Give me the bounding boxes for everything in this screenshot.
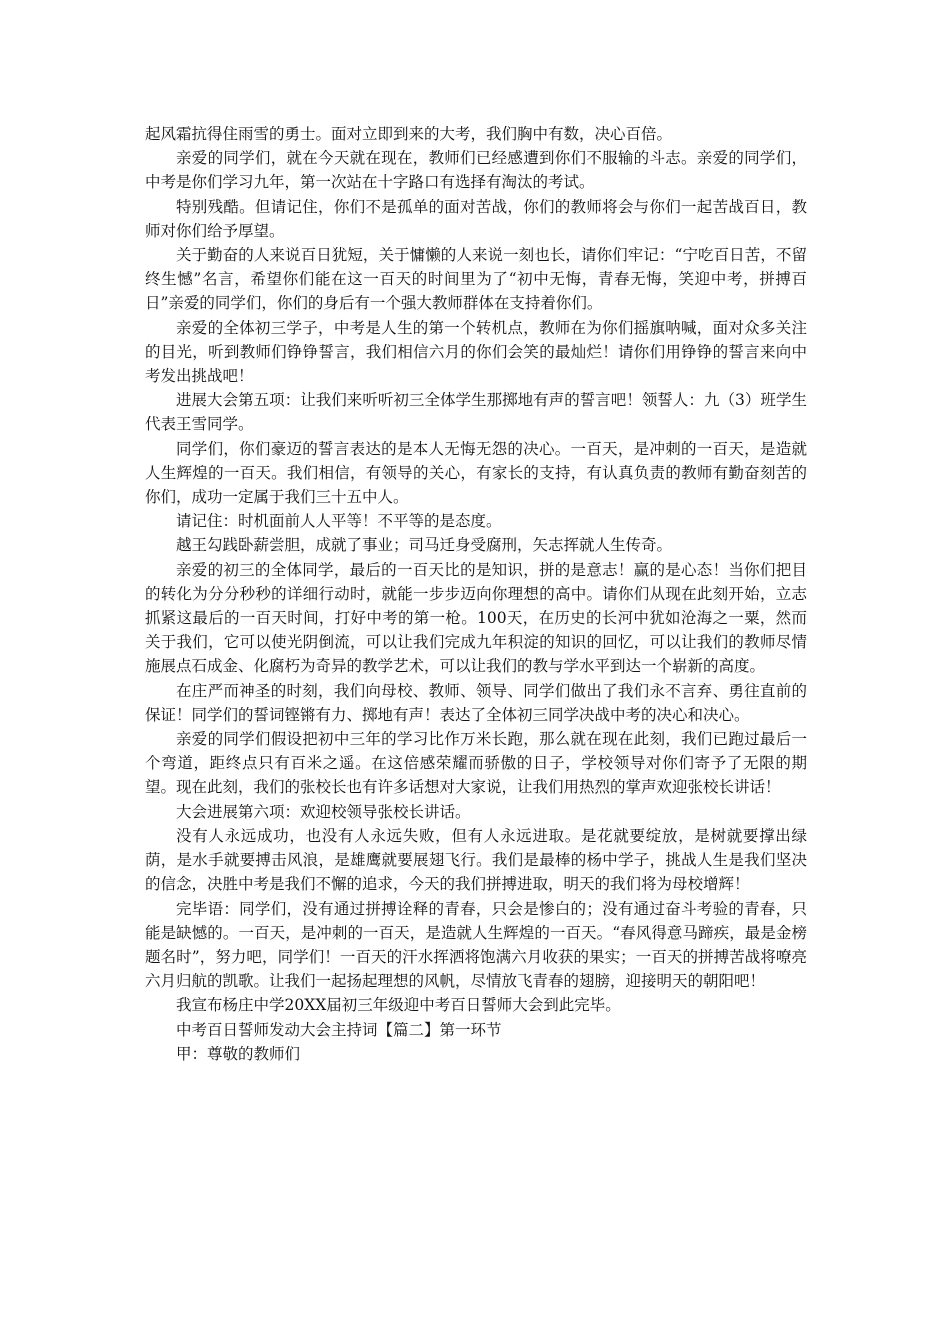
paragraph: 没有人永远成功，也没有人永远失败，但有人永远进取。是花就要绽放，是树就要撑出绿荫，是水手就要搏击风浪，是雄鹰就要展翅飞行。我们是最棒的杨中学子，挑战人生是我们坚决的信念，决胜中考是我们不懈的追求，今天的我们拼搏进取，明天的我们将为母校增辉！: [145, 826, 807, 894]
paragraph: 特别残酷。但请记住，你们不是孤单的面对苦战，你们的教师将会与你们一起苦战百日，教师对你们给予厚望。: [145, 197, 807, 240]
paragraph: 亲爱的同学们假设把初中三年的学习比作万米长跑，那么就在现在此刻，我们已跑过最后一个弯道，距终点只有百米之遥。在这倍感荣耀而骄傲的日子，学校领导对你们寄予了无限的期望。现在此刻，我们的张校长也有许多话想对大家说，让我们用热烈的掌声欢迎张校长讲话！: [145, 730, 807, 797]
paragraph: 甲：尊敬的教师们: [176, 1044, 301, 1063]
paragraph: 我宣布杨庄中学20XX届初三年级迎中考百日誓师大会到此完毕。: [176, 996, 621, 1015]
paragraph: 越王勾践卧薪尝胆，成就了事业；司马迁身受腐刑，矢志挥就人生传奇。: [176, 536, 673, 555]
paragraph: 起风霜抗得住雨雪的勇士。面对立即到来的大考，我们胸中有数，决心百倍。: [145, 125, 673, 143]
paragraph: 请记住：时机面前人人平等！不平等的是态度。: [176, 512, 502, 531]
paragraph: 亲爱的初三的全体同学，最后的一百天比的是知识，拼的是意志！赢的是心态！当你们把目的转化为分分秒秒的详细行动时，就能一步步迈向你理想的高中。请你们从现在此刻开始，立志抓紧这最后的一百天时间，打好中考的第一枪。100天，在历史的长河中犹如沧海之一粟，然而关于我们，它可以使光阴倒流，可以让我们完成九年积淀的知识的回忆，可以让我们的教师尽情施展点石成金、化腐朽为奇异的教学艺术，可以让我们的教与学水平到达一个崭新的高度。: [145, 560, 807, 676]
paragraph: 关于勤奋的人来说百日犹短，关于慵懒的人来说一刻也长，请你们牢记：“宁吃百日苦，不留终生憾”名言，希望你们能在这一百天的时间里为了“初中无悔，青春无悔，笑迎中考，拼搏百日”亲爱的同学们，你们的身后有一个强大教师群体在支持着你们。: [145, 246, 807, 313]
paragraph: 进展大会第五项：让我们来听听初三全体学生那掷地有声的誓言吧！领誓人：九（3）班学生代表王雪同学。: [145, 391, 807, 434]
paragraph: 亲爱的全体初三学子，中考是人生的第一个转机点，教师在为你们摇旗呐喊，面对众多关注的目光，听到教师们铮铮誓言，我们相信六月的你们会笑的最灿烂！请你们用铮铮的誓言来向中考发出挑战吧！: [145, 318, 807, 386]
paragraph: 大会进展第六项：欢迎校领导张校长讲话。: [176, 802, 471, 821]
section-heading: 中考百日誓师发动大会主持词【篇二】第一环节: [176, 1020, 502, 1039]
document-page: [145, 122, 807, 1066]
paragraph: 同学们，你们豪迈的誓言表达的是本人无悔无怨的决心。一百天，是冲刺的一百天，是造就人生辉煌的一百天。我们相信，有领导的关心，有家长的支持，有认真负责的教师有勤奋刻苦的你们，成功一定属于我们三十五中人。: [145, 439, 807, 507]
paragraph: 在庄严而神圣的时刻，我们向母校、教师、领导、同学们做出了我们永不言弃、勇往直前的保证！同学们的誓词铿锵有力、掷地有声！表达了全体初三同学决战中考的决心和决心。: [145, 681, 807, 724]
paragraph: 完毕语：同学们，没有通过拼搏诠释的青春，只会是惨白的；没有通过奋斗考验的青春，只能是缺憾的。一百天，是冲刺的一百天，是造就人生辉煌的一百天。“春风得意马蹄疾，最是金榜题名时”，努力吧，同学们！一百天的汗水挥洒将饱满六月收获的果实；一百天的拼搏苦战将嘹亮六月归航的凯歌。让我们一起扬起理想的风帆，尽情放飞青春的翅膀，迎接明天的朝阳吧！: [145, 899, 807, 991]
paragraph: 亲爱的同学们，就在今天就在现在，教师们已经感遭到你们不服输的斗志。亲爱的同学们，中考是你们学习九年，第一次站在十字路口有选择有淘汰的考试。: [145, 149, 807, 192]
